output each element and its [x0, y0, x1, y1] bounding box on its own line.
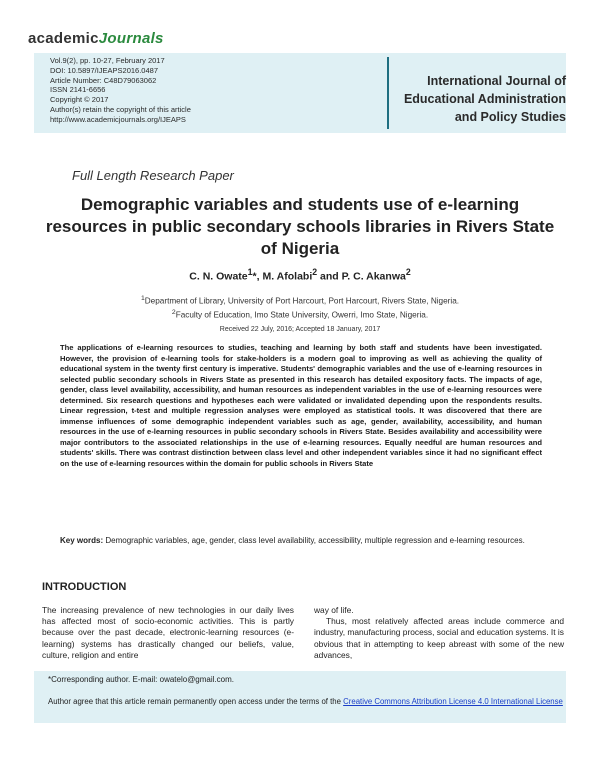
- license-link[interactable]: Creative Commons Attribution License 4.0 International License: [343, 697, 563, 706]
- corresponding-mark: *,: [252, 270, 260, 283]
- license-note: Author agree that this article remain permanently open access under the terms of the Creative Commons Attribution License 4.0 International License: [48, 697, 563, 706]
- meta-doi: DOI: 10.5897/IJEAPS2016.0487: [50, 65, 158, 75]
- affiliation-1: $^1$Department of Library, University of Port Harcourt, Port Harcourt, Rivers State, Nigeria.: [140, 295, 460, 306]
- corresponding-author-note: *Corresponding author. E-mail: owatelo@gmail.com.: [48, 675, 234, 684]
- meta-issn: ISSN 2141-6656: [50, 85, 106, 95]
- keywords-label: Key words:: [60, 536, 104, 545]
- header-divider: [387, 57, 389, 129]
- article-metadata: [50, 56, 191, 125]
- meta-article-number: Article Number: C48D79063062: [50, 75, 157, 85]
- meta-url[interactable]: http://www.academicjournals.org/IJEAPS: [50, 114, 186, 124]
- author-affiliation-ref: 2: [405, 267, 411, 277]
- author-affiliation-ref: 1: [247, 267, 253, 277]
- author-list: [0, 267, 600, 283]
- journal-name-line-2: Educational Administration: [403, 92, 566, 106]
- intro-paragraph: Thus, most relatively affected areas include commerce and industry, manufacturing process, social and education systems. It is obvious that in attempting to keep abreast with some of the new advances,: [314, 616, 564, 660]
- meta-rights: Author(s) retain the copyright of this article: [50, 104, 191, 114]
- meta-copyright: Copyright © 2017: [50, 95, 109, 105]
- author-name: and P. C. Akanwa: [317, 270, 406, 283]
- intro-column-left: The increasing prevalence of new technologies in our daily lives has affected most of socio-economic activities. This is partly because over the past decade, electronic-learning resources (e-learning) systems has drastically changed our beliefs, value, culture, religion and entire: [42, 605, 294, 660]
- author-affiliation-ref: 2: [312, 267, 318, 277]
- affiliation-2: $^2$Faculty of Education, Imo State University, Owerri, Imo State, Nigeria.: [171, 308, 429, 320]
- publisher-logo: academicJournals: [28, 30, 164, 47]
- journal-name-line-3: and Policy Studies: [454, 110, 566, 124]
- meta-volume: Vol.9(2), pp. 10-27, February 2017: [50, 56, 165, 65]
- author-name: C. N. Owate: [189, 270, 248, 283]
- paper-title: Demographic variables and students use of e-learning resources in public secondary schools libraries in Rivers State of Nigeria: [45, 195, 555, 258]
- journal-name: [396, 72, 566, 126]
- received-dates: Received 22 July, 2016; Accepted 18 January, 2017: [219, 326, 381, 333]
- author-name: M. Afolabi: [259, 270, 313, 283]
- affiliations: [0, 293, 600, 320]
- section-heading-introduction: INTRODUCTION: [42, 581, 127, 593]
- journal-name-line-1: International Journal of: [427, 74, 566, 88]
- keywords: [60, 536, 548, 547]
- paper-type: Full Length Research Paper: [72, 168, 234, 183]
- keywords-text: Demographic variables, age, gender, class level availability, accessibility, multiple regression and e-learning resources.: [103, 536, 525, 545]
- intro-paragraph: way of life.: [314, 605, 354, 615]
- intro-column-right: [314, 605, 564, 661]
- abstract: The applications of e-learning resources to studies, teaching and learning by both staff and students have been investigated. However, the provision of e-learning tools for stake-holders is a modern goal to improving as well as achieving the quality of educational system in the twenty first century is imperative. Students' demographic variables and the use of e-learning resources in selected public secondary schools in Rivers State as presented in this research has detailed expository facts. The impacts of age, gender, class level availability, accessibility, and human resources as independent variables in the use of e-learning resources were determined. Six research questions and hypotheses each were validated or invalidated depending upon the respondents results. Linear regression, t-test and multiple regression analyses were employed as statistical tools. It was discovered that there are immense influences of some demographic independent variables such as age, gender, availability, accessibility, and human resources in the use of e-learning resources in public secondary schools in Rivers State. Besides availability and accessibility were major contributors to the associated relationships in the use of e-learning resources. Equally needful are human resources and students' skills. There was contrast distinction between class level and other independent variables since it had no significant effect on the use of e-learning resources within the domain for public schools in Rivers State: [60, 343, 542, 469]
